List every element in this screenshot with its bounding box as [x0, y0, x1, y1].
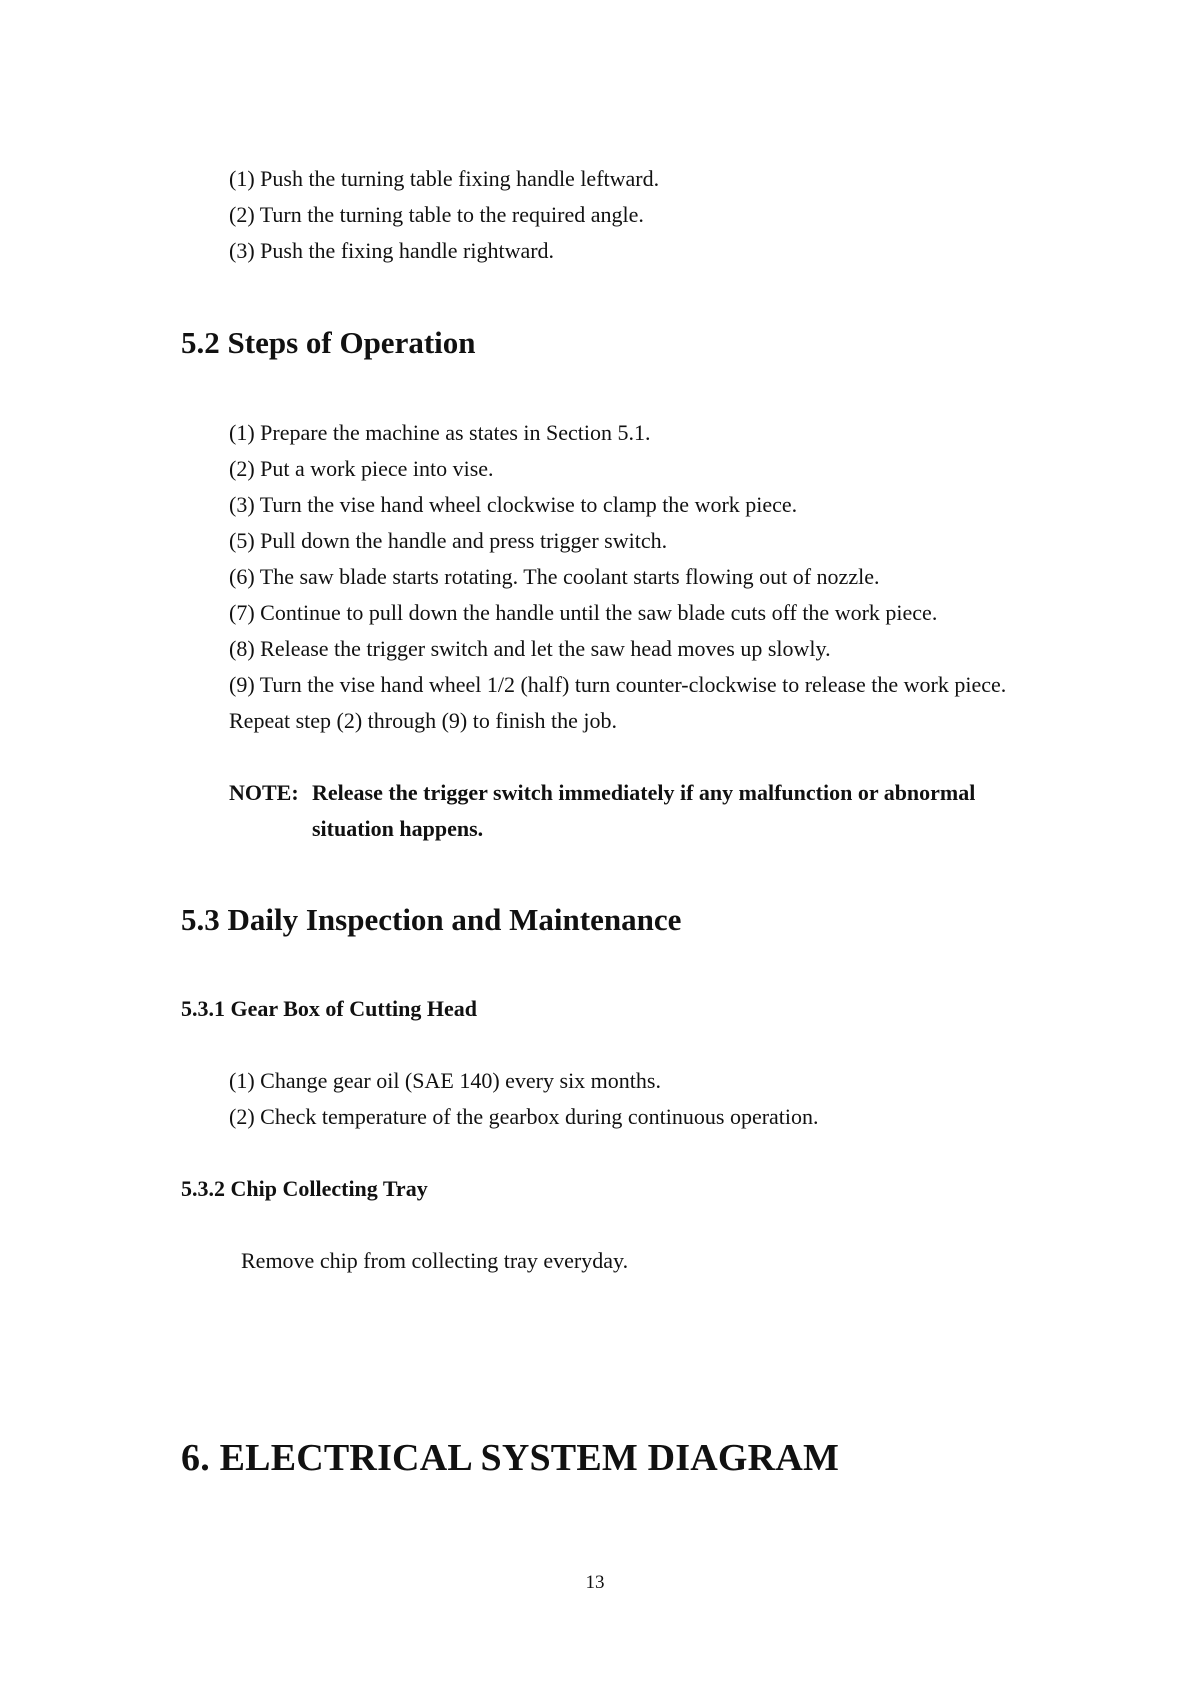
subsection-5-3-1-heading: 5.3.1 Gear Box of Cutting Head: [181, 996, 477, 1021]
page-number: 13: [585, 1572, 605, 1593]
subsection-5-3-2-heading: 5.3.2 Chip Collecting Tray: [181, 1176, 428, 1201]
step-item: (3) Turn the vise hand wheel clockwise to clamp the work piece.: [229, 492, 798, 517]
step-item: (9) Turn the vise hand wheel 1/2 (half) turn counter-clockwise to release the work piece.: [229, 672, 1007, 697]
intro-step-2: (2) Turn the turning table to the required angle.: [229, 202, 644, 227]
step-item: (5) Pull down the handle and press trigger switch.: [229, 528, 668, 553]
section-5-2-heading: 5.2 Steps of Operation: [181, 325, 476, 360]
step-item: (1) Prepare the machine as states in Section 5.1.: [229, 420, 651, 445]
note-text-line-2: situation happens.: [312, 816, 484, 841]
section-5-3-heading: 5.3 Daily Inspection and Maintenance: [181, 902, 682, 937]
intro-step-1: (1) Push the turning table fixing handle leftward.: [229, 166, 660, 191]
step-item: (6) The saw blade starts rotating. The coolant starts flowing out of nozzle.: [229, 564, 880, 589]
repeat-step-text: Repeat step (2) through (9) to finish the job.: [229, 708, 617, 733]
intro-step-3: (3) Push the fixing handle rightward.: [229, 238, 555, 263]
gearbox-item-1: (1) Change gear oil (SAE 140) every six months.: [229, 1068, 661, 1093]
note-label: NOTE:: [229, 780, 299, 805]
chip-tray-text: Remove chip from collecting tray everyday.: [241, 1248, 629, 1273]
section-6-heading: 6. ELECTRICAL SYSTEM DIAGRAM: [181, 1437, 840, 1479]
gearbox-item-2: (2) Check temperature of the gearbox during continuous operation.: [229, 1104, 819, 1129]
note-text-line-1: Release the trigger switch immediately if any malfunction or abnormal: [312, 780, 976, 805]
step-item: (8) Release the trigger switch and let the saw head moves up slowly.: [229, 636, 831, 661]
step-item: (2) Put a work piece into vise.: [229, 456, 494, 481]
step-item: (7) Continue to pull down the handle until the saw blade cuts off the work piece.: [229, 600, 938, 625]
